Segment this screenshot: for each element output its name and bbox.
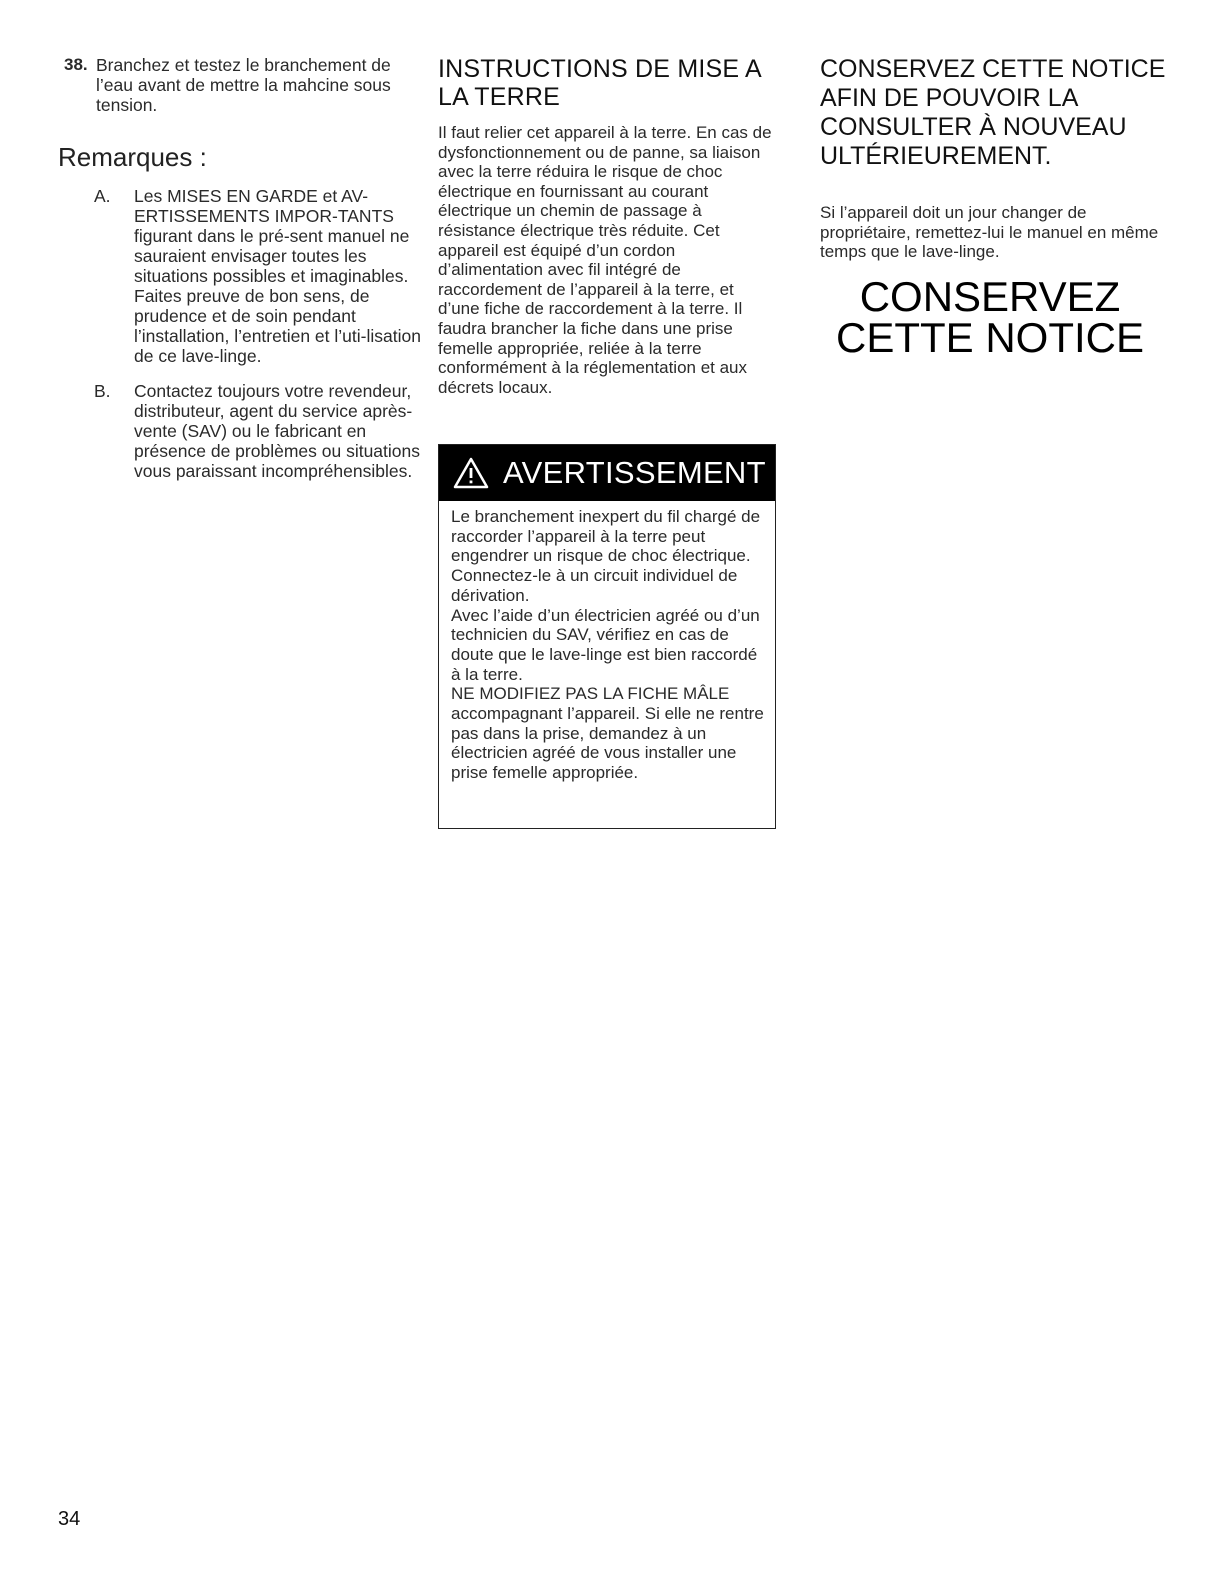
remarks-heading: Remarques : — [58, 142, 207, 172]
warning-header — [439, 445, 775, 501]
step-number: 38. — [64, 55, 88, 74]
warning-paragraph: NE MODIFIEZ PAS LA FICHE MÂLE accompagnant l’appareil. Si elle ne rentre pas dans la prise, demandez à un électricien agréé de vous installer une prise femelle appropriée. — [451, 684, 764, 783]
grounding-heading: INSTRUCTIONS DE MISE A LA TERRE — [438, 55, 761, 111]
warning-paragraph: Connectez-le à un circuit individuel de dérivation. — [451, 566, 738, 605]
step-38 — [64, 55, 404, 115]
keep-notice-text: Si l’appareil doit un jour changer de propriétaire, remettez-lui le manuel en même temps que le lave-linge. — [820, 203, 1159, 262]
warning-title: AVERTISSEMENT — [503, 455, 766, 490]
list-item — [94, 381, 430, 481]
list-item-letter: B. — [94, 381, 111, 401]
warning-text — [451, 507, 767, 783]
warning-paragraph: Avec l’aide d’un électricien agréé ou d’un technicien du SAV, vérifiez en cas de doute que le lave-linge est bien raccordé à la terre. — [451, 605, 760, 684]
big-notice-title: CONSERVEZ CETTE NOTICE — [835, 273, 1144, 361]
list-item-text: Contactez toujours votre revendeur, distributeur, agent du service après-vente (SAV) ou le fabricant en présence de problèmes ou situations vous paraissant incompréhensibles. — [134, 381, 421, 481]
remarks-list — [94, 186, 430, 496]
warning-triangle-icon — [453, 457, 489, 489]
grounding-text: Il faut relier cet appareil à la terre. En cas de dysfonctionnement ou de panne, sa liaison avec la terre réduira le risque de choc électrique en fournissant au courant électrique un chemin de passage à résistance électrique très réduite. Cet appareil est équipé d’un cordon d’alimentation avec fil intégré de raccordement de l’appareil à la terre, et d’une fiche de raccordement à la terre. Il faudra brancher la fiche dans une prise femelle appropriée, reliée à la terre conformément à la réglementation et aux décrets locaux. — [438, 123, 772, 397]
page-number: 34 — [58, 1508, 81, 1530]
list-item — [94, 186, 430, 366]
keep-notice-heading: CONSERVEZ CETTE NOTICE AFIN DE POUVOIR LA CONSULTER À NOUVEAU ULTÉRIEUREMENT. — [820, 55, 1166, 170]
step-text: Branchez et testez le branchement de l’eau avant de mettre la mahcine sous tension. — [96, 55, 391, 115]
warning-paragraph: Le branchement inexpert du fil chargé de raccorder l’appareil à la terre peut engendrer un risque de choc électrique. — [451, 507, 761, 566]
list-item-letter: A. — [94, 186, 111, 206]
warning-box — [438, 444, 776, 829]
list-item-text: Les MISES EN GARDE et AV-ERTISSEMENTS IMPOR-TANTS figurant dans le pré-sent manuel ne sauraient envisager toutes les situations possibles et imaginables. Faites preuve de bon sens, de prudence et de soin pendant l’installation, l’entretien et l’uti-lisation de ce lave-linge. — [134, 186, 421, 366]
